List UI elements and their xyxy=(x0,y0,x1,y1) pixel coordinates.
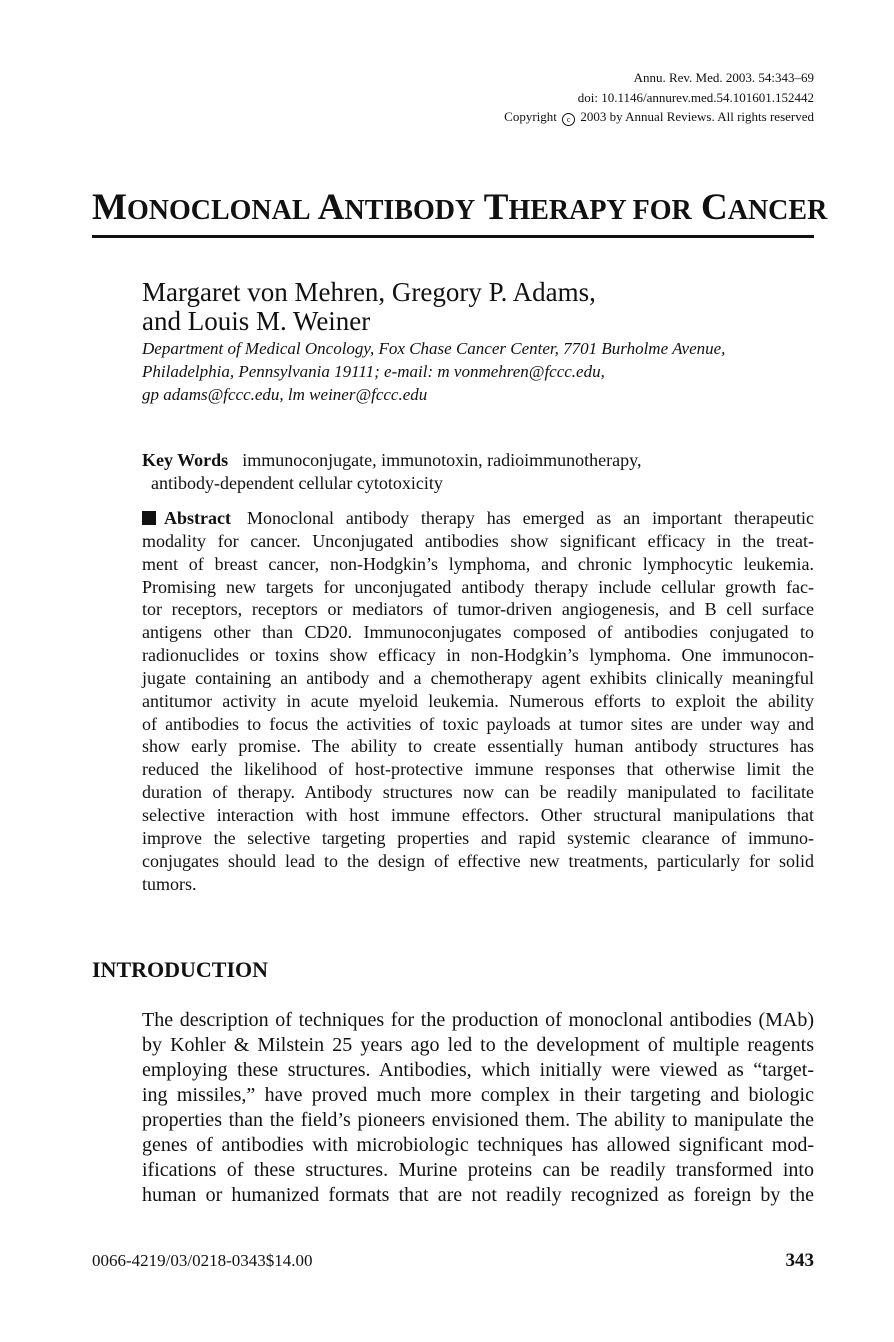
copyright-line xyxy=(504,107,814,127)
key-words-line: immunoconjugate, immunotoxin, radioimmunotherapy, xyxy=(242,450,642,470)
key-words-label: Key Words xyxy=(142,450,229,470)
copyright-suffix: 2003 by Annual Reviews. All rights reserved xyxy=(580,109,814,124)
body-line: ifications of these structures. Murine proteins can be readily transformed into xyxy=(142,1159,814,1181)
abstract-line: radionuclides or toxins show efficacy in non-Hodgkin’s lymphoma. One immunocon- xyxy=(142,645,814,666)
abstract-line: reduced the likelihood of host-protective immune responses that otherwise limit the xyxy=(142,759,814,780)
title-word: CANCER xyxy=(701,187,828,228)
title-rule xyxy=(92,235,814,238)
body-line: human or humanized formats that are not readily recognized as foreign by the xyxy=(142,1184,814,1206)
body-line: genes of antibodies with microbiologic techniques has allowed significant mod- xyxy=(142,1134,814,1156)
body-line: The description of techniques for the production of monoclonal antibodies (MAb) xyxy=(142,1009,814,1031)
price-code: 0066-4219/03/0218-0343$14.00 xyxy=(92,1251,313,1270)
body-line: employing these structures. Antibodies, which initially were viewed as “target- xyxy=(142,1059,814,1081)
abstract-line: modality for cancer. Unconjugated antibodies show significant efficacy in the treat- xyxy=(142,530,814,551)
doi: doi: 10.1146/annurev.med.54.101601.152442 xyxy=(577,89,814,105)
affiliation-line: Department of Medical Oncology, Fox Chase Cancer Center, 7701 Burholme Avenue, xyxy=(142,339,726,358)
body-line: properties than the field’s pioneers envisioned them. The ability to manipulate the xyxy=(142,1109,814,1131)
abstract-line: show early promise. The ability to create essentially human antibody structures has xyxy=(142,736,814,757)
square-bullet-icon xyxy=(142,511,156,525)
abstract-line: tumors. xyxy=(142,873,197,894)
author-line: and Louis M. Weiner xyxy=(142,306,371,336)
journal-header xyxy=(504,68,814,127)
abstract-line: tor receptors, receptors or mediators of tumor-driven angiogenesis, and B cell surface xyxy=(142,599,814,620)
abstract-line: improve the selective targeting properties and rapid systemic clearance of immuno- xyxy=(142,827,814,848)
abstract-label: Abstract xyxy=(164,508,231,528)
abstract-line: selective interaction with host immune effectors. Other structural manipulations that xyxy=(142,804,814,825)
affiliation-line: gp adams@fccc.edu, lm weiner@fccc.edu xyxy=(142,385,428,404)
author-list xyxy=(142,278,596,336)
abstract-line: Monoclonal antibody therapy has emerged as an important therapeutic xyxy=(246,508,814,528)
affiliation-line: Philadelphia, Pennsylvania 19111; e-mail: m vonmehren@fccc.edu, xyxy=(142,362,605,381)
abstract-line: antitumor activity in acute myeloid leukemia. Numerous efforts to exploit the ability xyxy=(142,690,814,711)
abstract xyxy=(142,507,814,895)
key-words-line: antibody-dependent cellular cytotoxicity xyxy=(151,473,443,493)
key-words xyxy=(142,449,641,495)
section-heading: INTRODUCTION xyxy=(92,957,269,982)
title-word: THERAPY FOR xyxy=(483,187,692,228)
abstract-line: jugate containing an antibody and a chemotherapy agent exhibits clinically meaningful xyxy=(142,667,814,688)
abstract-line: ment of breast cancer, non-Hodgkin’s lymphoma, and chronic lymphocytic leukemia. xyxy=(142,553,814,574)
abstract-line: Promising new targets for unconjugated antibody therapy include cellular growth fac- xyxy=(142,576,814,597)
abstract-line: antigens other than CD20. Immunoconjugates composed of antibodies conjugated to xyxy=(142,622,814,643)
abstract-line: duration of therapy. Antibody structures now can be readily manipulated to facilitate xyxy=(142,782,814,803)
title-word: ANTIBODY xyxy=(317,187,476,228)
abstract-line: conjugates should lead to the design of effective new treatments, particularly for solid xyxy=(142,850,814,871)
journal-citation: Annu. Rev. Med. 2003. 54:343–69 xyxy=(633,70,814,85)
author-line: Margaret von Mehren, Gregory P. Adams, xyxy=(142,277,596,307)
title-word: MONOCLONAL xyxy=(92,187,311,228)
copyright-icon: c xyxy=(562,113,575,126)
body-line: ing missiles,” have proved much more complex in their targeting and biologic xyxy=(142,1084,814,1106)
copyright-prefix: Copyright xyxy=(504,109,557,124)
introduction-body xyxy=(142,1008,814,1208)
page-number: 343 xyxy=(785,1250,814,1271)
affiliation xyxy=(142,337,725,406)
article-title xyxy=(92,186,828,233)
abstract-line: of antibodies to focus the activities of toxic payloads at tumor sites are under way and xyxy=(142,713,814,734)
body-line: by Kohler & Milstein 25 years ago led to the development of multiple reagents xyxy=(142,1034,814,1056)
